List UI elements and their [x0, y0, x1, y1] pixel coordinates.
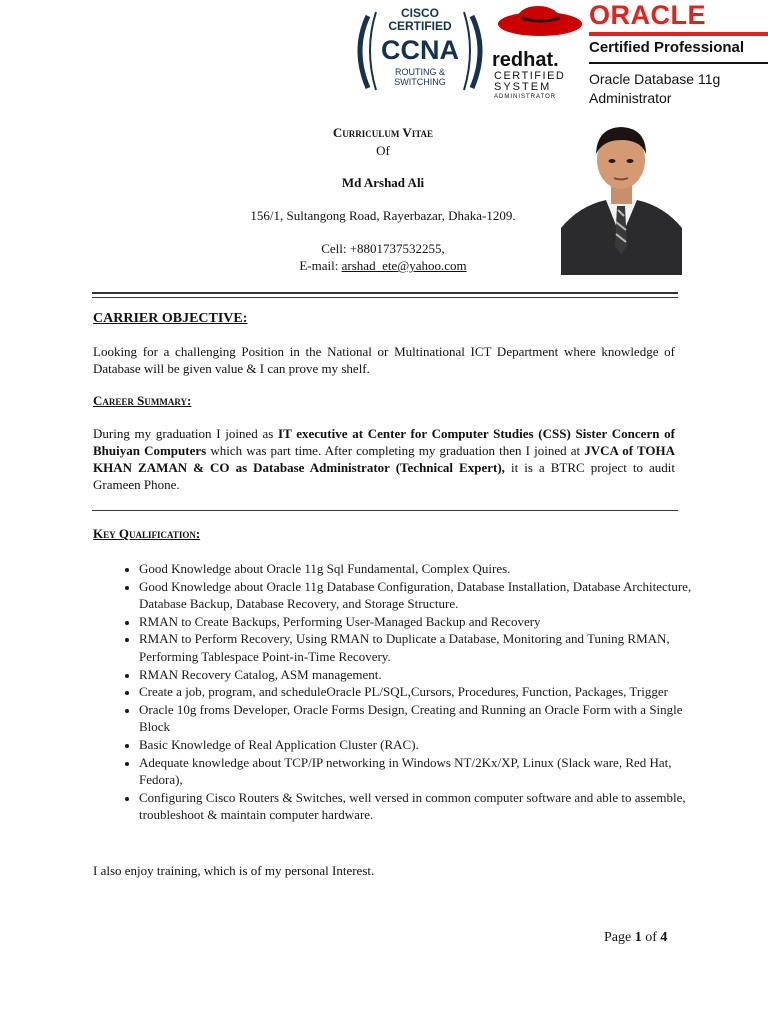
list-item: • RMAN to Perform Recovery, Using RMAN to Duplicate a Database, Monitoring and Tuning RMAN, Performing Tablespace Point-in-Time Recovery. [139, 630, 699, 665]
list-item: • RMAN Recovery Catalog, ASM management. [139, 666, 699, 684]
oracle-certified-text: Certified Professional [589, 39, 745, 56]
list-item: • Configuring Cisco Routers & Switches, well versed in common computer software and able to assemble, troubleshoot & maintain computer hardware. [139, 789, 699, 824]
email-link[interactable]: arshad_ete@yahoo.com [341, 258, 467, 273]
section-divider [92, 510, 678, 511]
oracle-divider [589, 62, 768, 64]
qualification-list [115, 560, 699, 824]
phone: Cell: +8801737532255, [321, 241, 445, 256]
svg-text:redhat.: redhat. [492, 49, 559, 71]
objective-heading: CARRIER OBJECTIVE: [93, 311, 248, 326]
list-item: • Adequate knowledge about TCP/IP networking in Windows NT/2Kx/XP, Linux (Slack ware, Red Hat, Fedora), [139, 754, 699, 789]
oracle-db-text: Oracle Database 11g Administrator [589, 71, 721, 106]
closing-text: I also enjoy training, which is of my personal Interest. [93, 863, 375, 878]
svg-text:SYSTEM: SYSTEM [494, 81, 552, 93]
oracle-bar [589, 32, 768, 36]
email-line: E-mail: arshad_ete@yahoo.com [299, 258, 467, 273]
summary-text: During my graduation I joined as IT executive at Center for Computer Studies (CSS) Sister Concern of Bhuiyan Computers which was part time. After completing my graduation then I joined at JVCA of TOHA KHAN ZAMAN & CO as Database Administrator (Technical Expert), it is a BTRC project to audit Grameen Phone. [93, 426, 676, 492]
summary-highlight-2: JVCA of TOHA KHAN ZAMAN & CO as Database Administrator (Technical Expert), [93, 443, 676, 475]
svg-text:SWITCHING: SWITCHING [394, 77, 446, 87]
header-divider [92, 292, 678, 298]
summary-highlight-1: IT executive at Center for Computer Studies (CSS) Sister Concern of Bhuiyan Computers [93, 426, 675, 458]
qualification-heading: Key Qualification: [93, 526, 201, 541]
list-item: • Basic Knowledge of Real Application Cluster (RAC). [139, 736, 699, 754]
list-item: • Good Knowledge about Oracle 11g Database Configuration, Database Installation, Database Architecture, Database Backup, Database Recovery, and Storage Structure. [139, 578, 699, 613]
svg-text:ROUTING &: ROUTING & [394, 67, 446, 77]
oracle-brand: ORACLE [589, 0, 706, 30]
profile-photo [561, 118, 682, 275]
oracle-certified-logo [589, 0, 768, 112]
list-item: • RMAN to Create Backups, Performing User-Managed Backup and Recovery [139, 613, 699, 631]
address: 156/1, Sultangong Road, Rayerbazar, Dhaka-1209. [250, 208, 516, 223]
cisco-ccna-logo [346, 4, 494, 96]
candidate-name: Md Arshad Ali [341, 175, 425, 190]
list-item: • Oracle 10g froms Developer, Oracle Forms Design, Creating and Running an Oracle Form with a Single Block [139, 701, 699, 736]
redhat-certified-logo [492, 2, 588, 100]
cv-of: Of [376, 143, 390, 158]
objective-text: Looking for a challenging Position in the National or Multinational ICT Department where knowledge of Database will be given value & I can prove my shelf. [93, 344, 675, 376]
svg-text:CERTIFIED: CERTIFIED [494, 70, 566, 82]
svg-text:ADMINISTRATOR: ADMINISTRATOR [494, 94, 557, 100]
page-number: Page 1 of 4 [604, 930, 668, 945]
summary-heading: Career Summary: [93, 393, 192, 408]
list-item: • Create a job, program, and scheduleOracle PL/SQL,Cursors, Procedures, Function, Packages, Trigger [139, 683, 699, 701]
list-item: • Good Knowledge about Oracle 11g Sql Fundamental, Complex Quires. [139, 560, 699, 578]
svg-text:CERTIFIED: CERTIFIED [388, 19, 452, 33]
cv-title: Curriculum Vitae [332, 125, 434, 140]
svg-text:CCNA: CCNA [381, 35, 459, 65]
svg-text:CISCO: CISCO [400, 6, 440, 20]
